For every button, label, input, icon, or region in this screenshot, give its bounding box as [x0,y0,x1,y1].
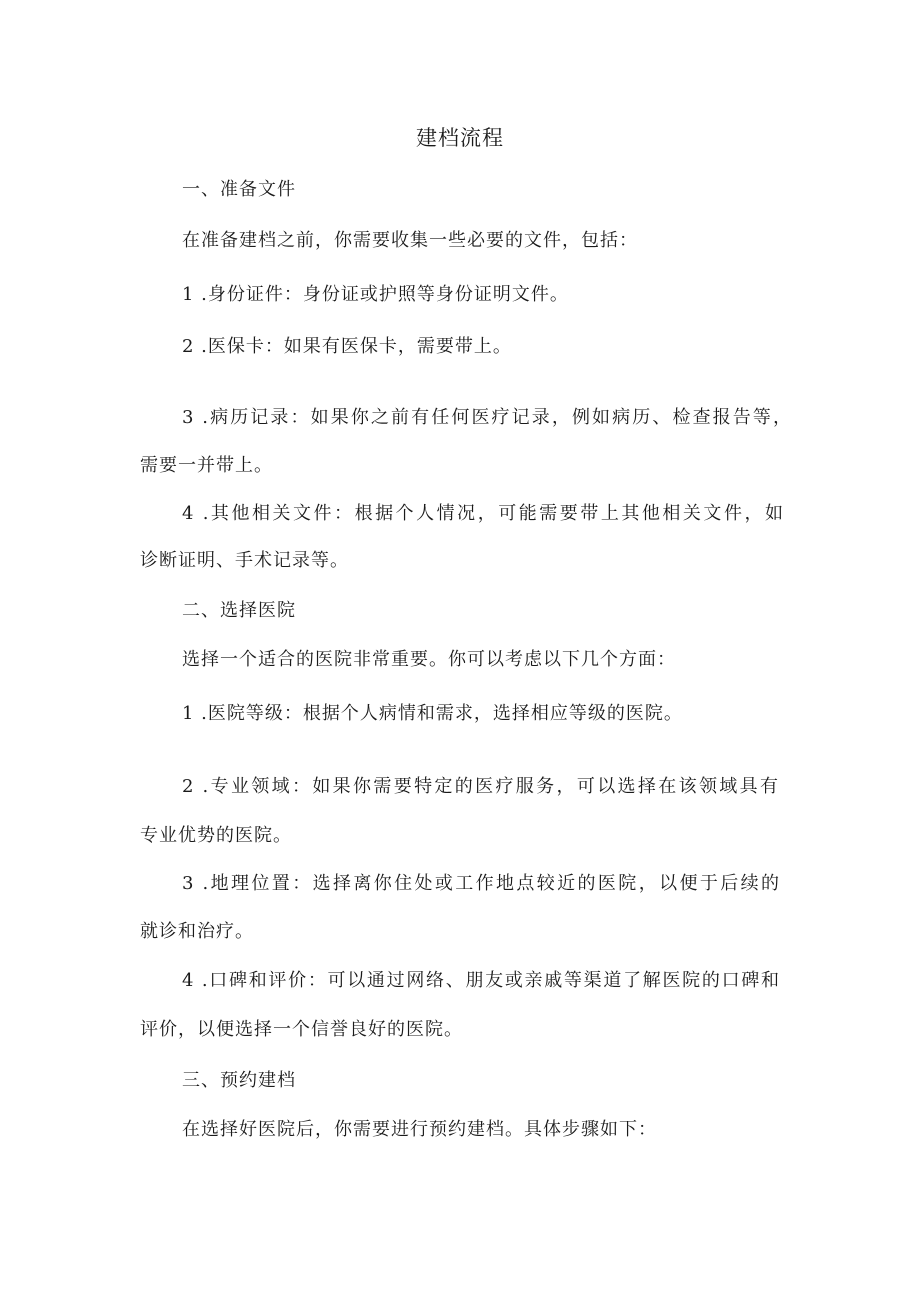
list-item: 3 .地理位置：选择离你住处或工作地点较近的医院，以便于后续的 [182,873,780,894]
list-item: 4 .口碑和评价：可以通过网络、朋友或亲戚等渠道了解医院的口碑和 [182,970,780,991]
list-item: 2 .医保卡：如果有医保卡，需要带上。 [182,336,512,357]
section-heading-choose-hospital: 二、选择医院 [182,600,296,621]
section-intro: 在选择好医院后，你需要进行预约建档。具体步骤如下： [182,1119,657,1140]
list-item: 1 .医院等级：根据个人病情和需求，选择相应等级的医院。 [182,703,683,724]
section-intro: 选择一个适合的医院非常重要。你可以考虑以下几个方面： [182,649,676,670]
list-item-continuation: 评价，以便选择一个信誉良好的医院。 [140,1019,463,1040]
list-item-continuation: 就诊和治疗。 [140,921,254,942]
list-item-continuation: 专业优势的医院。 [140,825,292,846]
list-item: 1 .身份证件：身份证或护照等身份证明文件。 [182,284,569,305]
list-item-continuation: 诊断证明、手术记录等。 [140,550,349,571]
section-heading-prepare-documents: 一、准备文件 [182,179,296,200]
list-item: 2 .专业领域：如果你需要特定的医疗服务，可以选择在该领域具有 [182,776,779,797]
list-item: 3 .病历记录：如果你之前有任何医疗记录，例如病历、检查报告等， [182,407,792,428]
list-item-continuation: 需要一并带上。 [140,455,273,476]
section-heading-appointment: 三、预约建档 [182,1070,296,1091]
list-item: 4 .其他相关文件：根据个人情况，可能需要带上其他相关文件，如 [182,503,784,524]
section-intro: 在准备建档之前，你需要收集一些必要的文件，包括： [182,230,638,251]
document-title: 建档流程 [416,126,504,150]
